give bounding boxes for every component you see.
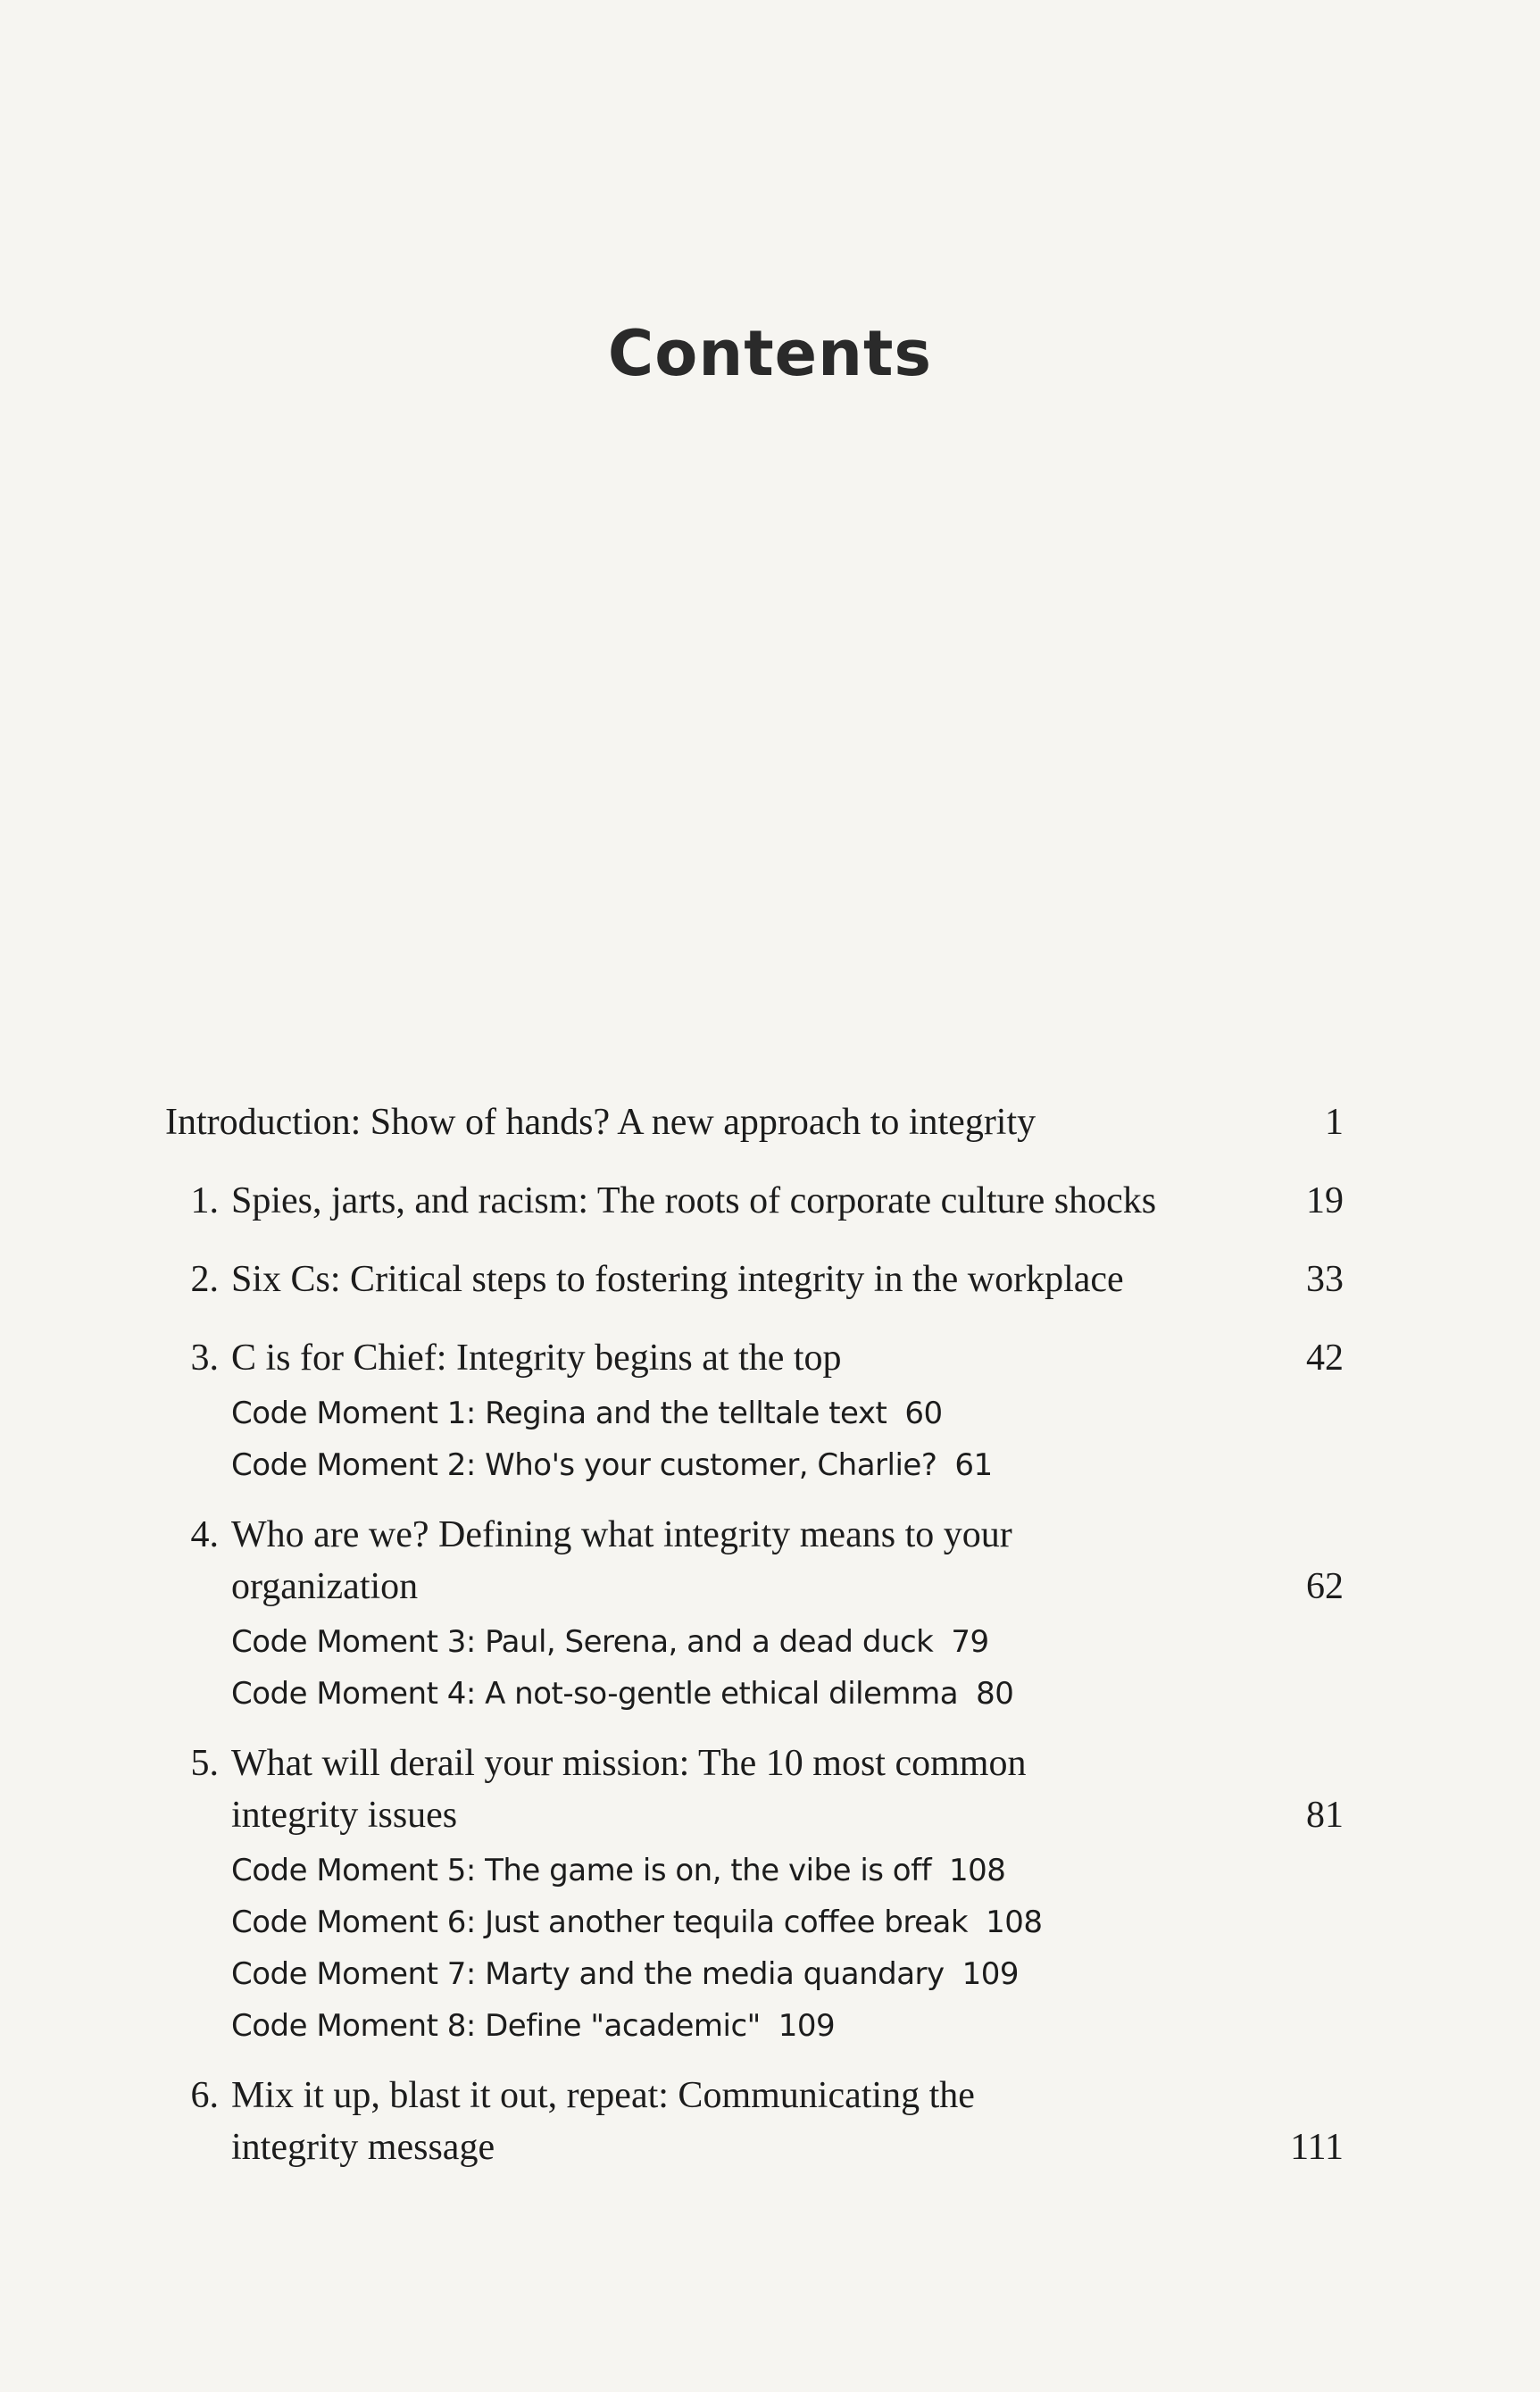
chapter-number: 6. [190, 2075, 219, 2116]
code-moment-item[interactable] [231, 1896, 1344, 1948]
toc-entry-title: Introduction: Show of hands? A new approach to integrity [165, 1102, 1036, 1143]
toc-entry-title: What will derail your mission: The 10 most common [231, 1743, 1027, 1784]
code-moment-title: Code Moment 2: Who's your customer, Charlie? [231, 1447, 937, 1483]
toc-entry-chapter-2[interactable] [165, 1254, 1344, 1305]
code-moment-title: Code Moment 5: The game is on, the vibe is off [231, 1853, 932, 1888]
toc-entry-chapter-6[interactable] [165, 2070, 1344, 2173]
code-moment-page: 108 [986, 1904, 1043, 1940]
code-moment-title: Code Moment 4: A not-so-gentle ethical dilemma [231, 1676, 959, 1712]
toc-page-number: 111 [1290, 2127, 1344, 2168]
toc-entry-title: Six Cs: Critical steps to fostering integrity in the workplace [231, 1259, 1124, 1300]
toc-page-number: 81 [1306, 1795, 1344, 1836]
code-moment-page: 109 [778, 2008, 836, 2044]
toc-page-number: 1 [1325, 1102, 1344, 1143]
code-moments-list [165, 1616, 1344, 1720]
table-of-contents [165, 1096, 1344, 2200]
code-moment-item[interactable] [231, 1616, 1344, 1668]
toc-page-number: 62 [1306, 1566, 1344, 1607]
toc-entry-chapter-3[interactable] [165, 1332, 1344, 1384]
toc-entry-chapter-4[interactable] [165, 1509, 1344, 1613]
code-moment-item[interactable] [231, 1668, 1344, 1720]
code-moment-page: 108 [949, 1853, 1006, 1888]
toc-entry-title: Mix it up, blast it out, repeat: Communicating the [231, 2075, 975, 2116]
toc-page-number: 33 [1306, 1259, 1344, 1300]
code-moments-list [165, 1388, 1344, 1491]
chapter-number: 1. [190, 1180, 219, 1221]
code-moment-title: Code Moment 1: Regina and the telltale text [231, 1396, 887, 1431]
toc-entry-chapter-1[interactable] [165, 1175, 1344, 1227]
code-moment-item[interactable] [231, 1948, 1344, 2000]
code-moment-page: 109 [961, 1956, 1020, 1992]
chapter-number: 3. [190, 1338, 219, 1379]
toc-entry-title-continued: integrity message [231, 2127, 495, 2168]
chapter-number: 4. [190, 1514, 219, 1555]
code-moment-title: Code Moment 7: Marty and the media quandary [231, 1956, 945, 1992]
toc-entry-title: C is for Chief: Integrity begins at the top [231, 1338, 842, 1379]
toc-entry-chapter-5[interactable] [165, 1738, 1344, 1841]
toc-entry-title: Spies, jarts, and racism: The roots of corporate culture shocks [231, 1180, 1157, 1221]
code-moment-item[interactable] [231, 1388, 1344, 1439]
code-moment-page: 61 [954, 1447, 993, 1483]
code-moment-page: 79 [951, 1624, 989, 1660]
toc-page-number: 19 [1306, 1180, 1344, 1221]
chapter-number: 2. [190, 1259, 219, 1300]
page-title: Contents [607, 317, 933, 390]
code-moment-title: Code Moment 6: Just another tequila coffee break [231, 1904, 969, 1940]
toc-entry-title: Who are we? Defining what integrity means to your [231, 1514, 1012, 1555]
code-moment-page: 80 [976, 1676, 1014, 1712]
toc-page-number: 42 [1306, 1338, 1344, 1379]
code-moment-item[interactable] [231, 2000, 1344, 2052]
toc-entry-introduction[interactable] [165, 1096, 1344, 1148]
toc-entry-title-continued: organization [231, 1566, 419, 1607]
toc-entry-title-continued: integrity issues [231, 1795, 458, 1836]
code-moment-page: 60 [904, 1396, 943, 1431]
code-moment-title: Code Moment 8: Define "academic" [231, 2008, 761, 2044]
code-moment-title: Code Moment 3: Paul, Serena, and a dead duck [231, 1624, 934, 1660]
code-moment-item[interactable] [231, 1845, 1344, 1896]
code-moments-list [165, 1845, 1344, 2052]
code-moment-item[interactable] [231, 1439, 1344, 1491]
chapter-number: 5. [190, 1743, 219, 1784]
